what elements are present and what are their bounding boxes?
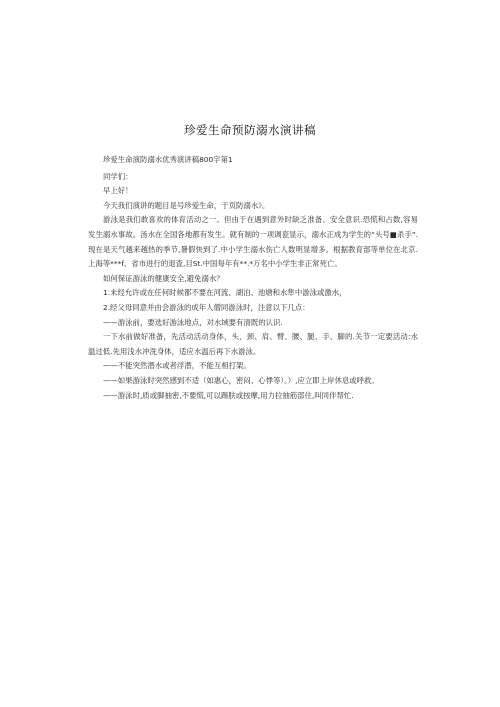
- paragraph-subtitle: 珍爱生命演防溺水优秀演讲稿800字第1: [103, 155, 233, 164]
- paragraph-topic: 今天我们演讲的题目是号珍爱生命，于页防溺水》。: [103, 200, 270, 210]
- paragraph-rule-1: 1.未经允许或在任何时候都不要在河流、湖泊、池塘和水隼中游泳或激水，: [103, 288, 347, 298]
- paragraph-question: 如何保证游泳的健康安全,避免溺水？: [103, 273, 224, 283]
- document-title: 珍爱生命预防溺水演讲稿: [184, 123, 316, 137]
- paragraph-point-location: ——游泳前，要选好游泳地点，对水域要有清既的认识.: [103, 317, 283, 327]
- paragraph-point-warmup: 一下水前做好准备，先活动活动身体，头、颈、肩、臂、腰、腿、手、脚的.关节一定要活动:水温过低.先用浅水冲洗身体，适应水温后再下水游泳。: [88, 332, 418, 356]
- paragraph-point-no-diving: ——不能突然潜水或者浮潜，不能互相打架。: [103, 361, 251, 371]
- paragraph-salutation: 同学们：: [103, 171, 133, 181]
- paragraph-intro: 游泳是我们敢喜欢的体育活动之一。但由于在遇到意外时缺乏准备、安全意识.恐慌和占数,容易发生溺水事故。汤水在全国各地都有发生。就有制的一项调瓷显示，溺水正成为学生的“头号■杀手”.现在是天气越来越热的季节,暑假快到了.中小学生溺水伤亡人数明显增多。根据教育部等单位在北京.上海等***f、省市进行的退査,目St.中国每年有**.*万名中小学生非正常死亡。: [88, 215, 418, 269]
- paragraph-greeting: 早上好！: [103, 186, 133, 196]
- document-body: [88, 153, 418, 403]
- paragraph-point-discomfort: ——如果游泳时突然感到不适（如惠心，密闷、心悸等）。）,应立即上岸休息或呼救。: [103, 375, 379, 385]
- paragraph-point-cramp: ——游泳时,质或脚抽密,不要慌,可以踢肤或按摩,用力拉抽筋部住,叫同伴帮忙.: [103, 390, 354, 400]
- paragraph-rule-2: 2.经父母同意并由会游泳的成年人僧同游泳时，注意以下几点：: [103, 302, 310, 312]
